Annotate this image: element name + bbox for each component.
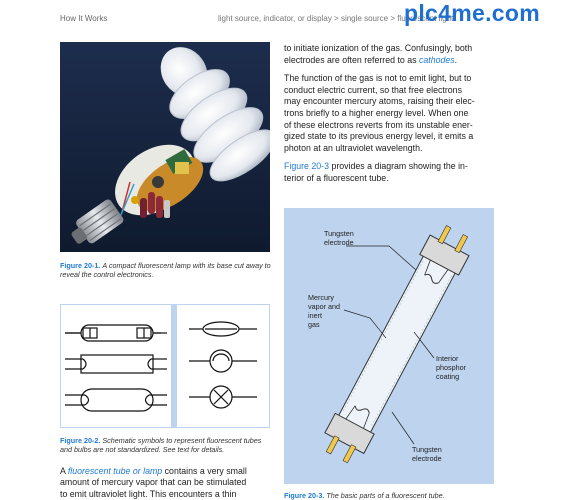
figure-20-2-label: Figure 20-2.	[60, 436, 101, 445]
label-gas-2: vapor and	[308, 302, 340, 311]
label-gas-4: gas	[308, 320, 320, 329]
p2-line: of these electrons reverts from its unstable ener-	[284, 119, 473, 130]
figure-20-3-link[interactable]: Figure 20-3	[284, 161, 329, 172]
figure-20-1-photo	[60, 42, 270, 252]
label-bottom-electrode-1: Tungsten	[412, 445, 442, 454]
label-bottom-electrode-2: electrode	[412, 454, 442, 463]
p2-line: may encounter mercury atoms, raising their elec-	[284, 96, 475, 107]
p2-line: gized state to its previous energy level, it emits a	[284, 131, 474, 142]
cathodes-link[interactable]: cathodes	[418, 54, 455, 65]
label-phosphor-1: Interior	[436, 354, 459, 363]
p2-line: The function of the gas is not to emit light, but to	[284, 73, 472, 84]
left-line3: to emit ultraviolet light. This encounters a thin	[60, 488, 237, 499]
running-header-left: How It Works	[60, 14, 108, 23]
figure-20-2-caption-text: Schematic symbols to represent fluorescent tubes and bulbs are not standardized. See text for details.	[60, 436, 262, 454]
bulb-symbols	[177, 305, 271, 429]
running-header-breadcrumb: light source, indicator, or display > single source > fluorescent light	[218, 14, 454, 23]
figure-20-2-panel	[60, 304, 270, 428]
p3-line1-post: provides a diagram showing the in-	[329, 161, 468, 172]
paragraph-3	[284, 161, 494, 184]
p1-line2-pre: electrodes are often referred to as	[284, 54, 419, 65]
watermark: plc4me.com	[404, 0, 540, 26]
p3-line2: terior of a fluorescent tube.	[284, 172, 389, 183]
p2-line: trons briefly to a higher energy level. When one	[284, 107, 469, 118]
left-line1-post: contains a very small	[162, 466, 247, 476]
fluorescent-tube-link[interactable]: fluorescent tube or lamp	[67, 466, 163, 476]
tube-diagram	[284, 208, 494, 484]
figure-20-1-caption	[60, 261, 272, 279]
label-top-electrode-1: Tungsten	[324, 229, 354, 238]
left-line1-pre: A	[60, 466, 68, 476]
figure-20-3-caption-text: The basic parts of a fluorescent tube.	[326, 491, 445, 500]
figure-20-1-caption-text: A compact fluorescent lamp with its base cut away to reveal the control electronics.	[60, 261, 271, 279]
label-gas-3: inert	[308, 311, 322, 320]
left-line2: amount of mercury vapor that can be stimulated	[60, 477, 247, 488]
paragraph-1	[284, 43, 494, 66]
label-gas-1: Mercury	[308, 293, 334, 302]
tube-symbols	[61, 305, 173, 429]
figure-20-3-panel	[284, 208, 494, 484]
figure-20-3-caption	[284, 491, 445, 500]
p1-line1: to initiate ionization of the gas. Confusingly, both	[284, 43, 473, 53]
p2-line: conduct electric current, so that free electrons	[284, 84, 462, 95]
p1-line2-post: .	[454, 54, 458, 65]
label-phosphor-2: phosphor	[436, 363, 466, 372]
figure-20-1-label: Figure 20-1.	[60, 261, 101, 270]
cfl-photo-illustration	[60, 42, 270, 252]
p2-line: photon at an ultraviolet wavelength.	[284, 142, 423, 153]
label-phosphor-3: coating	[436, 372, 460, 381]
figure-20-3-label: Figure 20-3.	[284, 491, 325, 500]
tube-symbols-box	[60, 304, 172, 428]
right-body-text	[284, 43, 494, 185]
left-body-text	[60, 466, 272, 500]
figure-20-2-caption	[60, 436, 272, 454]
bulb-symbols-box	[176, 304, 270, 428]
paragraph-2	[284, 73, 494, 154]
label-top-electrode-2: electrode	[324, 238, 354, 247]
